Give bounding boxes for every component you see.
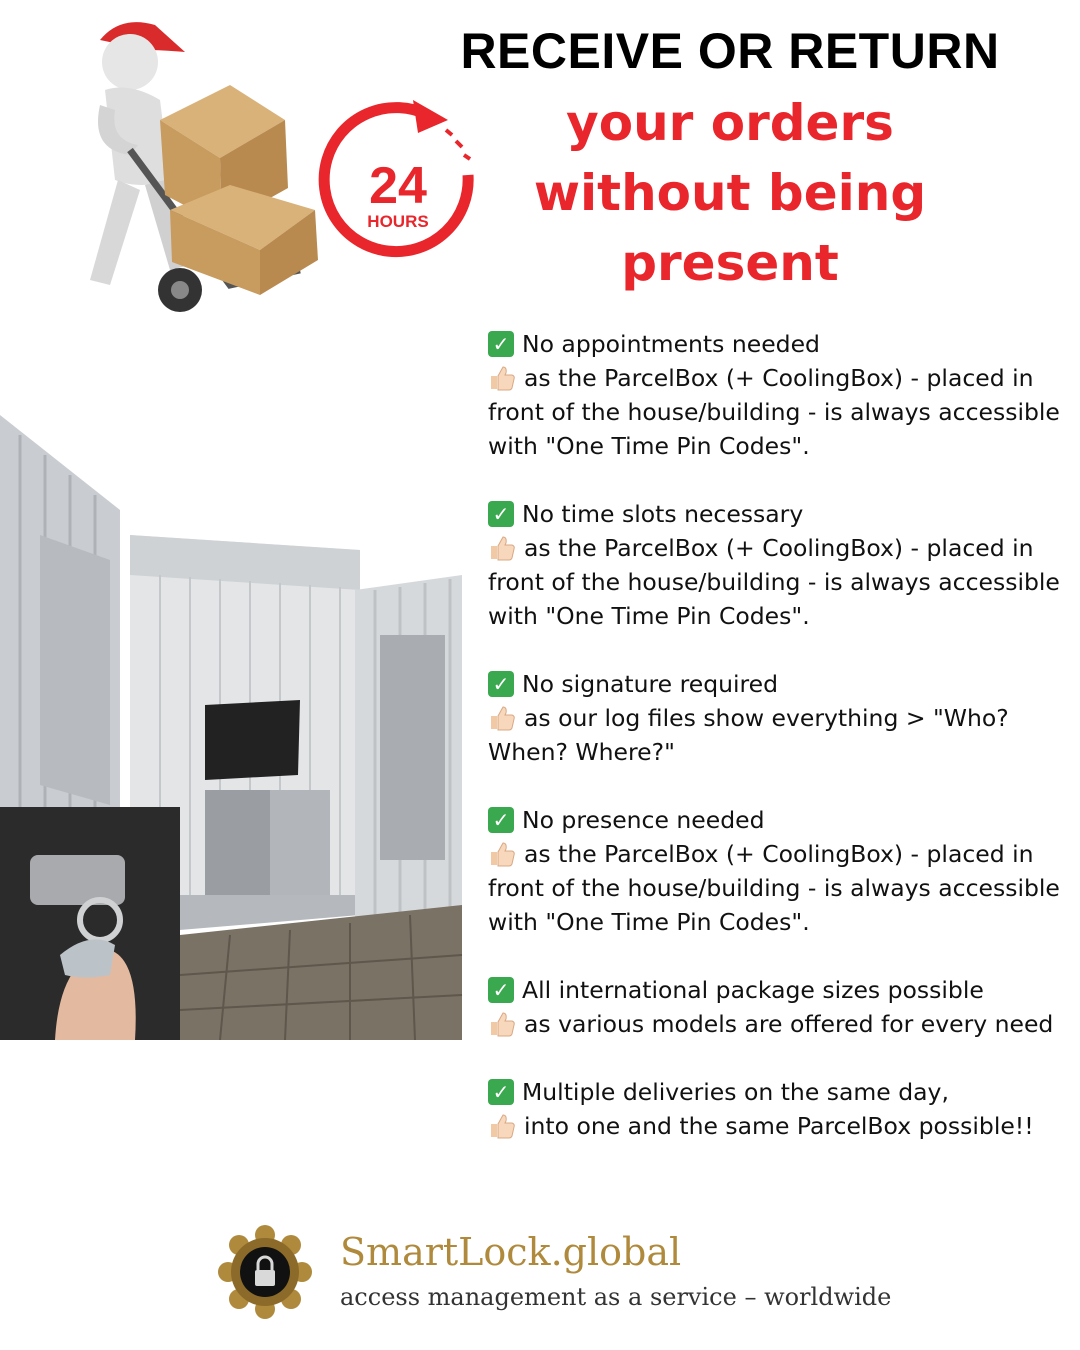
feature-item (488, 327, 1073, 463)
feature-detail-block (488, 837, 1073, 939)
thumbs-up-icon (488, 704, 516, 732)
feature-title: All international package sizes possible (522, 976, 984, 1004)
thumbs-up-icon (488, 1010, 516, 1038)
delivery-man-illustration (60, 10, 330, 320)
brand-tagline: access management as a service – worldwide (340, 1283, 892, 1311)
feature-detail-block (488, 701, 1073, 769)
feature-item (488, 497, 1073, 633)
check-mark-icon: ✓ (488, 1079, 514, 1105)
feature-detail-block (488, 361, 1073, 463)
headline-line-2: your orders (566, 94, 894, 152)
feature-item (488, 803, 1073, 939)
feature-detail: as the ParcelBox (+ CoolingBox) - placed in front of the house/building - is always accessible with "One Time Pin Codes". (488, 840, 1060, 936)
feature-detail: as various models are offered for every need (524, 1010, 1054, 1038)
feature-detail: into one and the same ParcelBox possible!! (524, 1112, 1034, 1140)
feature-item (488, 1075, 1073, 1143)
padlock-logo-icon (218, 1225, 312, 1319)
check-mark-icon: ✓ (488, 977, 514, 1003)
parcel-shed-photo (0, 415, 465, 1040)
feature-list (488, 327, 1073, 1177)
feature-detail: as the ParcelBox (+ CoolingBox) - placed in front of the house/building - is always accessible with "One Time Pin Codes". (488, 534, 1060, 630)
headline-line-3: without being (533, 164, 927, 222)
brand-name: SmartLock.global (340, 1230, 682, 1274)
headline-line-4: present (621, 234, 839, 292)
thumbs-up-icon (488, 1112, 516, 1140)
feature-detail: as the ParcelBox (+ CoolingBox) - placed in front of the house/building - is always accessible with "One Time Pin Codes". (488, 364, 1060, 460)
feature-detail-block (488, 531, 1073, 633)
check-mark-icon: ✓ (488, 501, 514, 527)
logo-text (340, 1228, 891, 1314)
thumbs-up-icon (488, 364, 516, 392)
badge-unit: HOURS (367, 212, 429, 231)
feature-title: No presence needed (522, 806, 765, 834)
badge-number: 24 (369, 157, 427, 215)
check-mark-icon: ✓ (488, 331, 514, 357)
feature-title: Multiple deliveries on the same day, (522, 1078, 949, 1106)
feature-detail-block (488, 1109, 1073, 1143)
feature-title: No time slots necessary (522, 500, 804, 528)
feature-item (488, 973, 1073, 1041)
thumbs-up-icon (488, 534, 516, 562)
check-mark-icon: ✓ (488, 671, 514, 697)
feature-detail: as our log files show everything > "Who? When? Where?" (488, 704, 1009, 766)
feature-title: No appointments needed (522, 330, 820, 358)
feature-detail-block (488, 1007, 1073, 1041)
headline (450, 22, 1010, 298)
headline-line-1: RECEIVE OR RETURN (460, 23, 1000, 79)
feature-title: No signature required (522, 670, 779, 698)
thumbs-up-icon (488, 840, 516, 868)
check-mark-icon: ✓ (488, 807, 514, 833)
feature-item (488, 667, 1073, 769)
